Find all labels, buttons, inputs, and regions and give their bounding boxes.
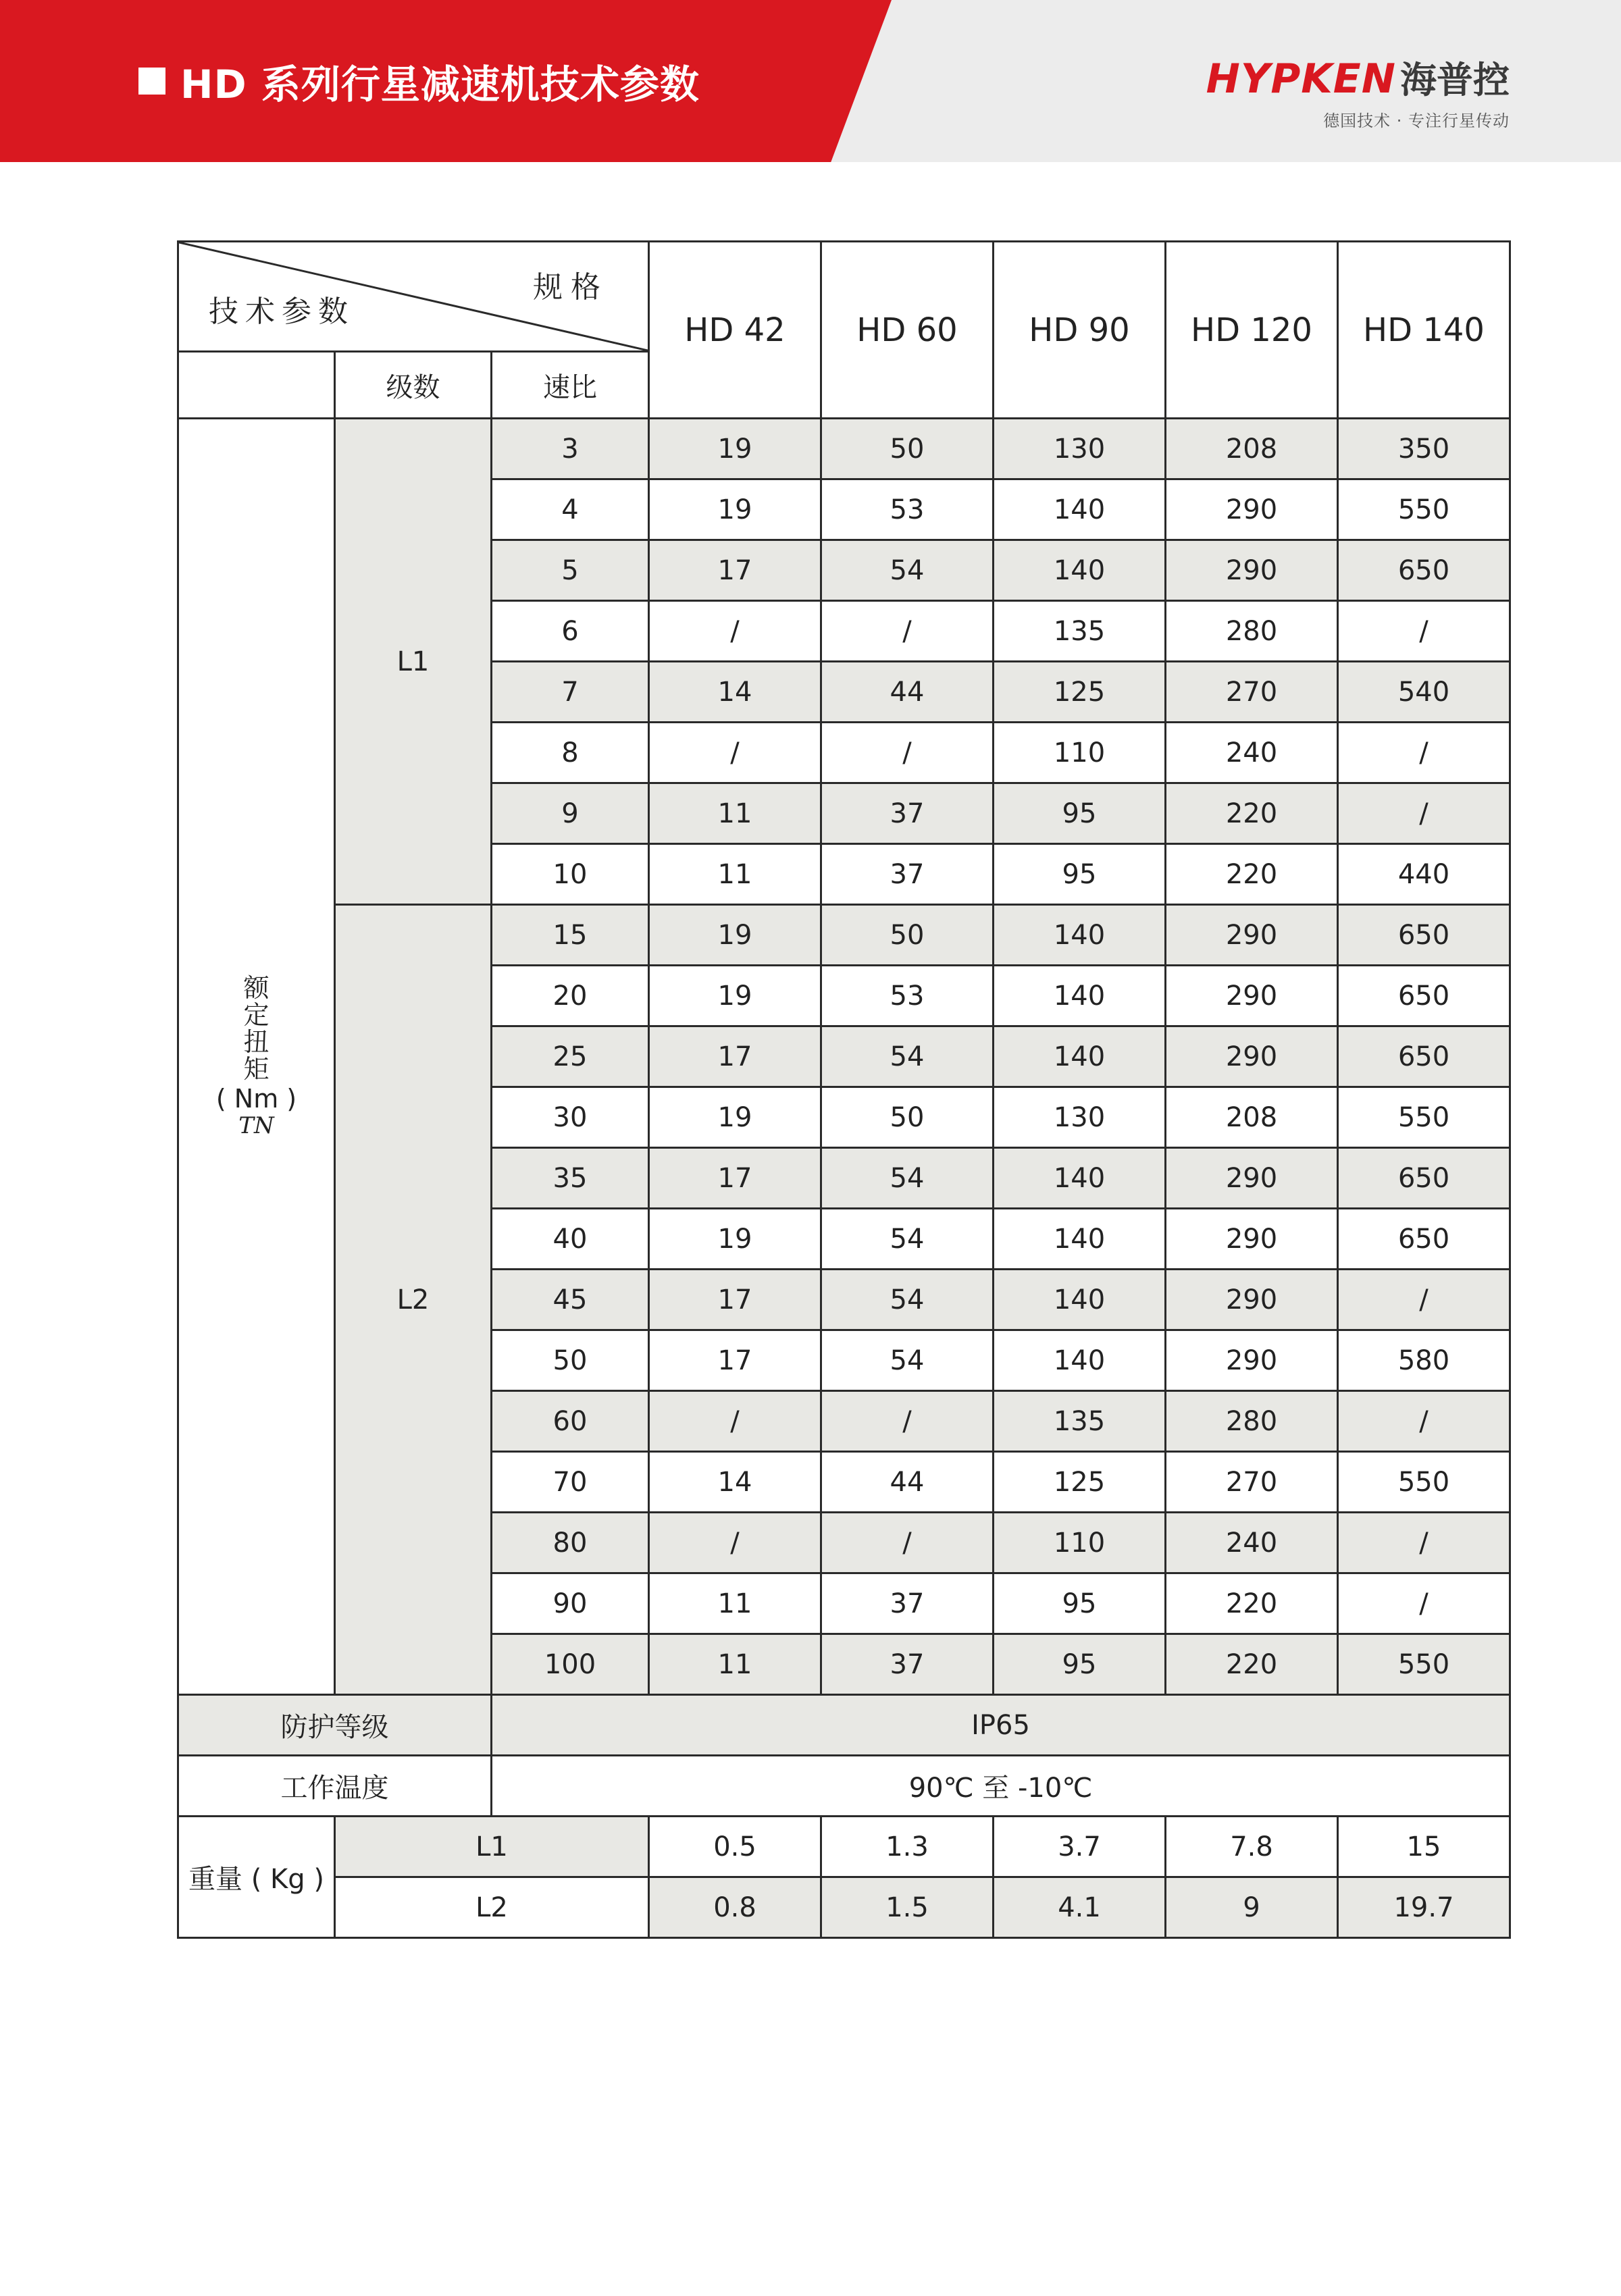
table-row — [178, 905, 1510, 966]
torque-value-cell: 270 — [1166, 662, 1338, 723]
corner-header-cell — [178, 242, 649, 352]
torque-value-cell: 140 — [994, 1148, 1166, 1209]
torque-value-cell: 140 — [994, 1330, 1166, 1391]
ratio-cell: 50 — [492, 1330, 649, 1391]
torque-value-cell: 220 — [1166, 1573, 1338, 1634]
temperature-row — [178, 1756, 1510, 1817]
torque-value-cell: 650 — [1338, 1209, 1510, 1270]
ratio-cell: 70 — [492, 1452, 649, 1513]
torque-value-cell: 240 — [1166, 1513, 1338, 1573]
torque-value-cell: 110 — [994, 723, 1166, 783]
weight-row — [178, 1817, 1510, 1877]
torque-value-cell: 19 — [649, 479, 821, 540]
page-title — [138, 53, 700, 109]
weight-value-cell: 0.8 — [649, 1877, 821, 1938]
torque-value-cell: 290 — [1166, 905, 1338, 966]
model-header-hd60: HD 60 — [821, 242, 994, 419]
torque-value-cell: 550 — [1338, 1634, 1510, 1695]
torque-value-cell: 550 — [1338, 1452, 1510, 1513]
protection-value: IP65 — [492, 1695, 1510, 1756]
torque-value-cell: 240 — [1166, 723, 1338, 783]
torque-value-cell: 95 — [994, 1634, 1166, 1695]
torque-label-unit: ( Nm ) — [215, 1083, 297, 1114]
torque-value-cell: 440 — [1338, 844, 1510, 905]
torque-value-cell: 50 — [821, 905, 994, 966]
torque-value-cell: 140 — [994, 540, 1166, 601]
torque-value-cell: 220 — [1166, 1634, 1338, 1695]
torque-value-cell: / — [1338, 1391, 1510, 1452]
torque-value-cell: 125 — [994, 1452, 1166, 1513]
torque-value-cell: 140 — [994, 1209, 1166, 1270]
stage-cell: L2 — [335, 905, 492, 1695]
ratio-cell: 15 — [492, 905, 649, 966]
model-header-hd42: HD 42 — [649, 242, 821, 419]
ratio-cell: 30 — [492, 1087, 649, 1148]
torque-value-cell: 135 — [994, 1391, 1166, 1452]
torque-value-cell: 11 — [649, 1573, 821, 1634]
torque-value-cell: 540 — [1338, 662, 1510, 723]
torque-value-cell: 140 — [994, 966, 1166, 1026]
torque-value-cell: 95 — [994, 1573, 1166, 1634]
ratio-cell: 80 — [492, 1513, 649, 1573]
ratio-cell: 6 — [492, 601, 649, 662]
torque-value-cell: 125 — [994, 662, 1166, 723]
ratio-cell: 25 — [492, 1026, 649, 1087]
torque-value-cell: 14 — [649, 662, 821, 723]
torque-value-cell: 37 — [821, 1573, 994, 1634]
weight-value-cell: 15 — [1338, 1817, 1510, 1877]
torque-value-cell: 17 — [649, 540, 821, 601]
torque-value-cell: 280 — [1166, 601, 1338, 662]
model-header-hd120: HD 120 — [1166, 242, 1338, 419]
torque-value-cell: 290 — [1166, 1330, 1338, 1391]
ratio-cell: 10 — [492, 844, 649, 905]
torque-value-cell: 95 — [994, 844, 1166, 905]
torque-label-cell — [178, 419, 335, 1695]
logo-chinese: 海普控 — [1400, 59, 1510, 101]
torque-value-cell: 11 — [649, 783, 821, 844]
torque-value-cell: / — [649, 723, 821, 783]
ratio-cell: 20 — [492, 966, 649, 1026]
empty-header-cell — [178, 352, 335, 419]
table-row — [178, 419, 1510, 479]
weight-value-cell: 1.5 — [821, 1877, 994, 1938]
temperature-label: 工作温度 — [178, 1756, 492, 1817]
torque-value-cell: 290 — [1166, 966, 1338, 1026]
torque-value-cell: 650 — [1338, 1148, 1510, 1209]
torque-value-cell: 54 — [821, 540, 994, 601]
weight-row — [178, 1877, 1510, 1938]
torque-label-name: 额定扭矩 — [243, 972, 269, 1084]
weight-value-cell: 7.8 — [1166, 1817, 1338, 1877]
torque-value-cell: 37 — [821, 1634, 994, 1695]
logo-tagline: 德国技术 · 专注行星传动 — [1323, 111, 1510, 130]
torque-value-cell: 270 — [1166, 1452, 1338, 1513]
torque-value-cell: / — [1338, 1513, 1510, 1573]
spec-label: 规格 — [533, 270, 609, 305]
torque-value-cell: 290 — [1166, 1026, 1338, 1087]
torque-value-cell: 37 — [821, 844, 994, 905]
torque-value-cell: 11 — [649, 844, 821, 905]
torque-value-cell: 19 — [649, 966, 821, 1026]
torque-value-cell: 290 — [1166, 479, 1338, 540]
torque-value-cell: 110 — [994, 1513, 1166, 1573]
torque-value-cell: 208 — [1166, 1087, 1338, 1148]
torque-label-symbol: TN — [238, 1112, 274, 1139]
torque-value-cell: 17 — [649, 1270, 821, 1330]
torque-value-cell: 37 — [821, 783, 994, 844]
torque-value-cell: 550 — [1338, 479, 1510, 540]
ratio-cell: 40 — [492, 1209, 649, 1270]
torque-value-cell: 54 — [821, 1026, 994, 1087]
model-header-hd140: HD 140 — [1338, 242, 1510, 419]
temperature-value: 90℃ 至 -10℃ — [492, 1756, 1510, 1817]
torque-value-cell: 220 — [1166, 783, 1338, 844]
torque-value-cell: / — [821, 1513, 994, 1573]
brand-logo — [1206, 51, 1510, 131]
ratio-cell: 35 — [492, 1148, 649, 1209]
ratio-cell: 4 — [492, 479, 649, 540]
torque-value-cell: 17 — [649, 1148, 821, 1209]
torque-value-cell: 19 — [649, 905, 821, 966]
torque-value-cell: 53 — [821, 966, 994, 1026]
torque-value-cell: 290 — [1166, 1148, 1338, 1209]
torque-value-cell: 44 — [821, 1452, 994, 1513]
ratio-cell: 9 — [492, 783, 649, 844]
weight-value-cell: 19.7 — [1338, 1877, 1510, 1938]
param-label: 技术参数 — [209, 294, 355, 329]
torque-value-cell: 19 — [649, 1209, 821, 1270]
ratio-cell: 8 — [492, 723, 649, 783]
torque-value-cell: 290 — [1166, 540, 1338, 601]
torque-value-cell: 50 — [821, 1087, 994, 1148]
torque-value-cell: 11 — [649, 1634, 821, 1695]
torque-value-cell: / — [1338, 1573, 1510, 1634]
weight-stage-cell: L1 — [335, 1817, 649, 1877]
torque-value-cell: / — [1338, 1270, 1510, 1330]
weight-label: 重量 ( Kg ) — [178, 1817, 335, 1938]
torque-value-cell: 19 — [649, 1087, 821, 1148]
weight-value-cell: 4.1 — [994, 1877, 1166, 1938]
model-header-hd90: HD 90 — [994, 242, 1166, 419]
torque-value-cell: 130 — [994, 419, 1166, 479]
torque-value-cell: / — [649, 1391, 821, 1452]
protection-label: 防护等级 — [178, 1695, 492, 1756]
torque-value-cell: 550 — [1338, 1087, 1510, 1148]
ratio-cell: 100 — [492, 1634, 649, 1695]
torque-value-cell: 17 — [649, 1330, 821, 1391]
torque-value-cell: / — [649, 601, 821, 662]
ratio-header: 速比 — [492, 352, 649, 419]
torque-value-cell: 650 — [1338, 540, 1510, 601]
torque-value-cell: 650 — [1338, 905, 1510, 966]
ratio-cell: 3 — [492, 419, 649, 479]
torque-value-cell: 140 — [994, 905, 1166, 966]
torque-value-cell: 290 — [1166, 1209, 1338, 1270]
stage-header: 级数 — [335, 352, 492, 419]
ratio-cell: 60 — [492, 1391, 649, 1452]
weight-value-cell: 1.3 — [821, 1817, 994, 1877]
torque-value-cell: / — [1338, 601, 1510, 662]
torque-value-cell: 53 — [821, 479, 994, 540]
torque-value-cell: / — [1338, 783, 1510, 844]
torque-value-cell: / — [821, 601, 994, 662]
torque-value-cell: 280 — [1166, 1391, 1338, 1452]
stage-cell: L1 — [335, 419, 492, 905]
torque-value-cell: 17 — [649, 1026, 821, 1087]
torque-value-cell: / — [821, 1391, 994, 1452]
torque-value-cell: 140 — [994, 1026, 1166, 1087]
torque-value-cell: 580 — [1338, 1330, 1510, 1391]
title-text: HD 系列行星减速机技术参数 — [180, 61, 700, 107]
ratio-cell: 90 — [492, 1573, 649, 1634]
torque-value-cell: 44 — [821, 662, 994, 723]
torque-value-cell: 50 — [821, 419, 994, 479]
torque-value-cell: 130 — [994, 1087, 1166, 1148]
weight-value-cell: 3.7 — [994, 1817, 1166, 1877]
torque-value-cell: 95 — [994, 783, 1166, 844]
torque-value-cell: / — [1338, 723, 1510, 783]
torque-value-cell: 140 — [994, 1270, 1166, 1330]
ratio-cell: 45 — [492, 1270, 649, 1330]
protection-row — [178, 1695, 1510, 1756]
torque-value-cell: 54 — [821, 1270, 994, 1330]
torque-value-cell: / — [649, 1513, 821, 1573]
weight-value-cell: 9 — [1166, 1877, 1338, 1938]
torque-value-cell: 14 — [649, 1452, 821, 1513]
torque-value-cell: 54 — [821, 1330, 994, 1391]
torque-value-cell: 350 — [1338, 419, 1510, 479]
torque-value-cell: 54 — [821, 1209, 994, 1270]
title-square-icon — [138, 68, 165, 95]
spec-table — [177, 240, 1511, 1939]
ratio-cell: 5 — [492, 540, 649, 601]
torque-value-cell: 208 — [1166, 419, 1338, 479]
torque-value-cell: 290 — [1166, 1270, 1338, 1330]
weight-stage-cell: L2 — [335, 1877, 649, 1938]
torque-value-cell: 54 — [821, 1148, 994, 1209]
torque-value-cell: 650 — [1338, 1026, 1510, 1087]
torque-value-cell: 650 — [1338, 966, 1510, 1026]
torque-value-cell: 135 — [994, 601, 1166, 662]
torque-value-cell: 19 — [649, 419, 821, 479]
torque-value-cell: 140 — [994, 479, 1166, 540]
logo-english: HYPKEN — [1206, 55, 1396, 103]
torque-value-cell: 220 — [1166, 844, 1338, 905]
ratio-cell: 7 — [492, 662, 649, 723]
torque-value-cell: / — [821, 723, 994, 783]
weight-value-cell: 0.5 — [649, 1817, 821, 1877]
